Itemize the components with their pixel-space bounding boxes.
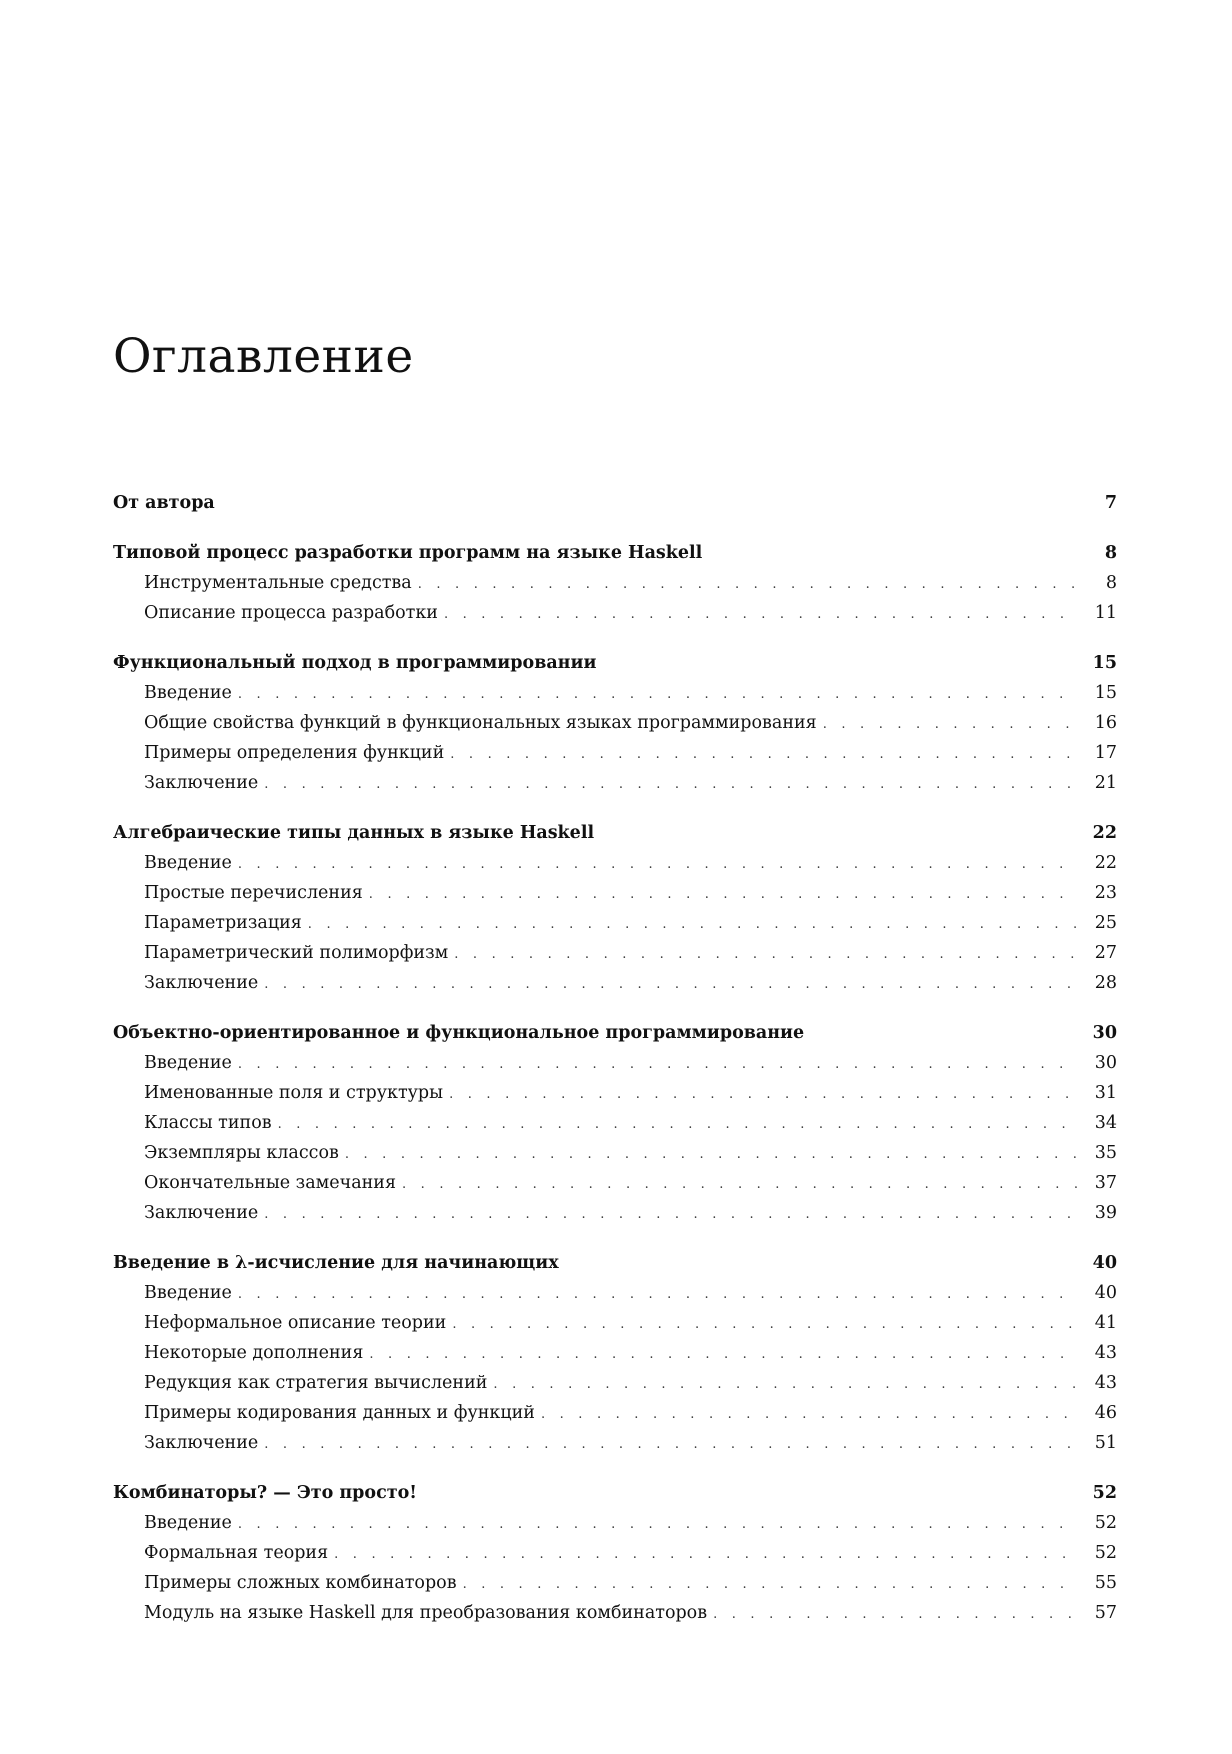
toc-entry-page: 17 (1094, 743, 1117, 763)
toc-section-page: 8 (1104, 543, 1117, 563)
toc-section-heading[interactable] (113, 1248, 1117, 1278)
toc-entry[interactable] (113, 968, 1117, 998)
toc-entry[interactable] (113, 908, 1117, 938)
toc-entry-page: 43 (1094, 1343, 1117, 1363)
toc-dot-leader (264, 770, 1079, 800)
toc-section-label: Объектно-ориентированное и функциональное программирование (113, 1023, 805, 1043)
toc-entry[interactable] (113, 768, 1117, 798)
toc-dot-leader (541, 1400, 1079, 1430)
toc-entry-label: Введение (144, 1508, 238, 1538)
toc-entry-page: 41 (1094, 1313, 1117, 1333)
toc-entry[interactable] (113, 598, 1117, 628)
toc-entry[interactable] (113, 738, 1117, 768)
page-title: Оглавление (113, 329, 414, 384)
toc-entry-page: 30 (1094, 1053, 1117, 1073)
toc-entry-label: Примеры определения функций (144, 738, 450, 768)
toc-entry[interactable] (113, 848, 1117, 878)
toc-dot-leader (449, 1080, 1079, 1110)
toc-entry-page: 16 (1094, 713, 1117, 733)
toc-entry-label: Заключение (144, 1198, 264, 1228)
toc-entry-page: 52 (1094, 1513, 1117, 1533)
toc-entry[interactable] (113, 1278, 1117, 1308)
toc-dot-leader (238, 1510, 1079, 1540)
toc-dot-leader (402, 1170, 1079, 1200)
toc-section-page: 30 (1092, 1023, 1117, 1043)
toc-entry-page: 37 (1094, 1173, 1117, 1193)
toc-entry-page: 27 (1094, 943, 1117, 963)
toc-entry-page: 28 (1094, 973, 1117, 993)
toc-dot-leader (278, 1110, 1079, 1140)
toc-entry-label: Введение (144, 848, 238, 878)
toc-entry-page: 46 (1094, 1403, 1117, 1423)
toc-entry-label: Общие свойства функций в функциональных языках программирования (144, 708, 823, 738)
toc-dot-leader (823, 710, 1079, 740)
toc-entry-label: Параметризация (144, 908, 308, 938)
toc-entry-label: Формальная теория (144, 1538, 334, 1568)
toc-entry-label: Введение (144, 1278, 238, 1308)
toc-dot-leader (450, 740, 1079, 770)
toc-dot-leader (238, 1280, 1079, 1310)
toc-entry-label: Окончательные замечания (144, 1168, 402, 1198)
toc-section (113, 488, 1117, 518)
toc-entry-page: 55 (1094, 1573, 1117, 1593)
toc-dot-leader (264, 1430, 1079, 1460)
toc-dot-leader (308, 910, 1079, 940)
toc-entry-label: Заключение (144, 968, 264, 998)
toc-entry-label: Классы типов (144, 1108, 278, 1138)
toc-entry[interactable] (113, 678, 1117, 708)
toc-dot-leader (238, 680, 1079, 710)
toc-section (113, 1248, 1117, 1458)
toc-entry[interactable] (113, 1078, 1117, 1108)
toc-entry-label: Описание процесса разработки (144, 598, 444, 628)
toc-entry-page: 39 (1094, 1203, 1117, 1223)
toc-dot-leader (444, 600, 1079, 630)
toc-entry-label: Заключение (144, 768, 264, 798)
toc-entry-page: 40 (1094, 1283, 1117, 1303)
toc-entry[interactable] (113, 938, 1117, 968)
toc-section (113, 1478, 1117, 1628)
toc-entry-page: 51 (1094, 1433, 1117, 1453)
toc-section (113, 818, 1117, 998)
toc-entry[interactable] (113, 708, 1117, 738)
toc-section (113, 1018, 1117, 1228)
toc-entry-page: 23 (1094, 883, 1117, 903)
toc-entry[interactable] (113, 1048, 1117, 1078)
toc-section-heading[interactable] (113, 648, 1117, 678)
toc-entry[interactable] (113, 1108, 1117, 1138)
toc-section-heading[interactable] (113, 1478, 1117, 1508)
toc-dot-leader (493, 1370, 1079, 1400)
toc-entry-label: Заключение (144, 1428, 264, 1458)
toc-entry-label: Инструментальные средства (144, 568, 418, 598)
toc-entry[interactable] (113, 568, 1117, 598)
toc-entry[interactable] (113, 1508, 1117, 1538)
toc-dot-leader (463, 1570, 1079, 1600)
toc-entry[interactable] (113, 1598, 1117, 1628)
toc-section-heading[interactable] (113, 1018, 1117, 1048)
toc-entry-page: 22 (1094, 853, 1117, 873)
toc-dot-leader (369, 1340, 1079, 1370)
toc-dot-leader (264, 1200, 1079, 1230)
toc-section-page: 22 (1092, 823, 1117, 843)
toc-section-page: 52 (1092, 1483, 1117, 1503)
toc-entry[interactable] (113, 1168, 1117, 1198)
toc-section-label: Комбинаторы? — Это просто! (113, 1483, 417, 1503)
toc-entry-page: 34 (1094, 1113, 1117, 1133)
toc-section-heading[interactable] (113, 818, 1117, 848)
toc-entry-page: 43 (1094, 1373, 1117, 1393)
toc-entry-page: 52 (1094, 1543, 1117, 1563)
table-of-contents (113, 488, 1117, 1648)
toc-entry[interactable] (113, 1368, 1117, 1398)
toc-entry[interactable] (113, 1428, 1117, 1458)
toc-dot-leader (238, 850, 1079, 880)
toc-dot-leader (454, 940, 1079, 970)
toc-entry-label: Именованные поля и структуры (144, 1078, 449, 1108)
toc-entry-label: Модуль на языке Haskell для преобразования комбинаторов (144, 1598, 713, 1628)
toc-entry-page: 11 (1094, 603, 1117, 623)
toc-dot-leader (452, 1310, 1079, 1340)
toc-section-page: 40 (1092, 1253, 1117, 1273)
toc-entry[interactable] (113, 878, 1117, 908)
toc-dot-leader (334, 1540, 1079, 1570)
toc-entry-page: 31 (1094, 1083, 1117, 1103)
toc-dot-leader (345, 1140, 1079, 1170)
toc-entry[interactable] (113, 1538, 1117, 1568)
toc-entry-label: Введение (144, 678, 238, 708)
toc-dot-leader (264, 970, 1079, 1000)
toc-entry-label: Экземпляры классов (144, 1138, 345, 1168)
toc-section-label: Алгебраические типы данных в языке Haskell (113, 823, 595, 843)
toc-entry-page: 25 (1094, 913, 1117, 933)
toc-entry[interactable] (113, 1198, 1117, 1228)
toc-section-page: 7 (1104, 493, 1117, 513)
toc-section-label: От автора (113, 493, 215, 513)
toc-entry-page: 8 (1105, 573, 1117, 593)
toc-entry[interactable] (113, 1568, 1117, 1598)
toc-dot-leader (418, 570, 1079, 600)
toc-entry[interactable] (113, 1138, 1117, 1168)
toc-entry-label: Параметрический полиморфизм (144, 938, 454, 968)
toc-dot-leader (713, 1600, 1079, 1630)
toc-entry-label: Редукция как стратегия вычислений (144, 1368, 493, 1398)
toc-entry-page: 35 (1094, 1143, 1117, 1163)
toc-section-heading[interactable] (113, 538, 1117, 568)
toc-entry[interactable] (113, 1308, 1117, 1338)
toc-section (113, 538, 1117, 628)
toc-section (113, 648, 1117, 798)
toc-entry-label: Некоторые дополнения (144, 1338, 369, 1368)
toc-section-label: Функциональный подход в программировании (113, 653, 597, 673)
toc-entry-label: Примеры кодирования данных и функций (144, 1398, 541, 1428)
toc-section-label: Типовой процесс разработки программ на языке Haskell (113, 543, 703, 563)
toc-section-page: 15 (1092, 653, 1117, 673)
toc-entry-page: 21 (1094, 773, 1117, 793)
toc-entry-label: Примеры сложных комбинаторов (144, 1568, 463, 1598)
toc-entry-page: 15 (1094, 683, 1117, 703)
toc-entry[interactable] (113, 1398, 1117, 1428)
toc-entry[interactable] (113, 1338, 1117, 1368)
toc-dot-leader (238, 1050, 1079, 1080)
toc-section-label: Введение в λ-исчисление для начинающих (113, 1253, 559, 1273)
toc-dot-leader (369, 880, 1079, 910)
toc-entry-label: Простые перечисления (144, 878, 369, 908)
toc-entry-label: Неформальное описание теории (144, 1308, 452, 1338)
toc-section-heading[interactable] (113, 488, 1117, 518)
toc-entry-page: 57 (1094, 1603, 1117, 1623)
toc-entry-label: Введение (144, 1048, 238, 1078)
